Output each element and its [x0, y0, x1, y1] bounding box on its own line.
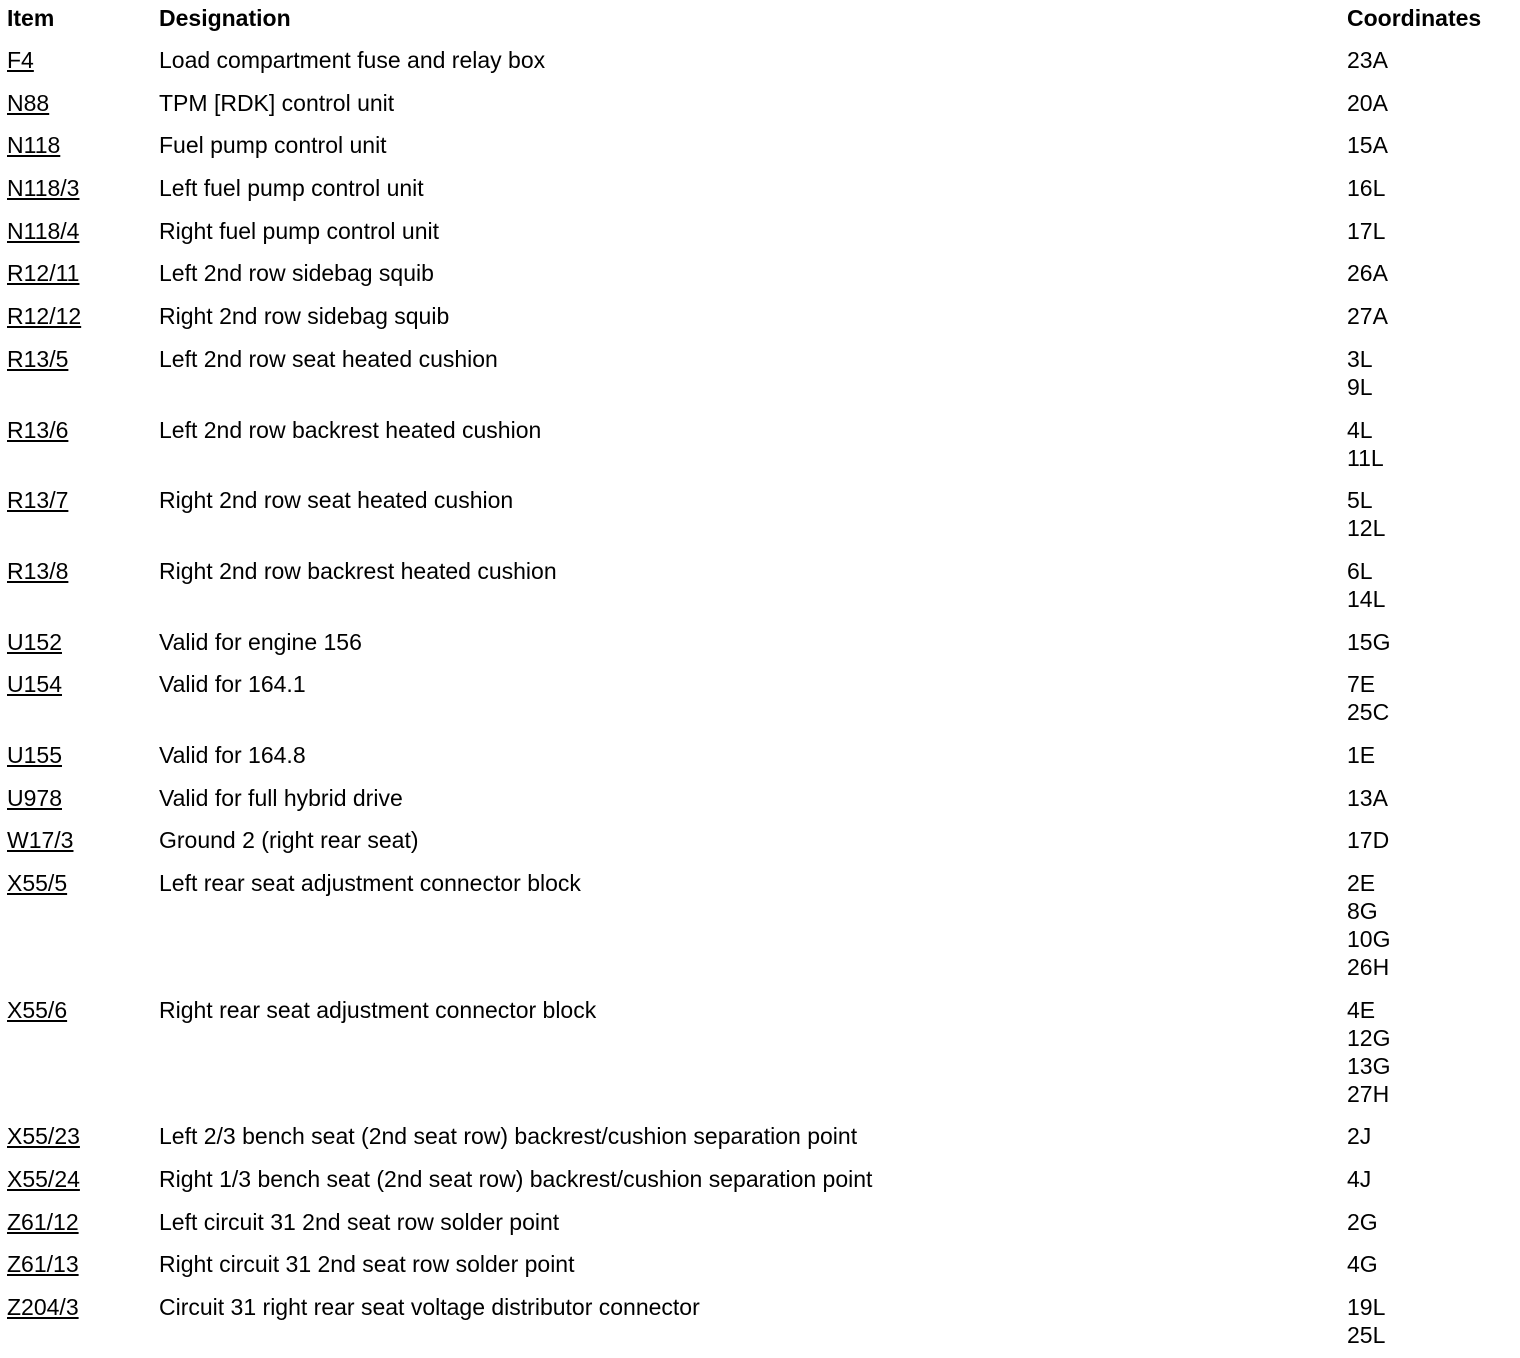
coordinate-value: 2G — [1347, 1208, 1378, 1235]
table-row — [0, 1240, 1520, 1283]
item-link[interactable]: Z61/12 — [7, 1208, 79, 1235]
designation-text: Left 2/3 bench seat (2nd seat row) backrest/cushion separation point — [159, 1123, 858, 1150]
item-link[interactable]: R13/6 — [7, 416, 69, 443]
table-row — [0, 36, 1520, 79]
coordinate-value: 25L — [1347, 1322, 1386, 1349]
item-link[interactable]: U978 — [7, 784, 62, 811]
designation-text: Left circuit 31 2nd seat row solder point — [159, 1208, 560, 1235]
coordinate-value: 16L — [1347, 175, 1386, 202]
coordinates-cell — [1347, 741, 1375, 769]
item-link[interactable]: X55/24 — [7, 1166, 80, 1193]
header-coordinates: Coordinates — [1347, 5, 1482, 31]
table-row — [0, 774, 1520, 817]
table-row — [0, 249, 1520, 292]
coordinates-cell — [1347, 89, 1388, 117]
coordinate-value: 27H — [1347, 1080, 1390, 1107]
designation-text: Left 2nd row seat heated cushion — [159, 345, 498, 372]
table-row — [0, 986, 1520, 1113]
coordinate-value: 26A — [1347, 260, 1388, 287]
item-link[interactable]: R12/12 — [7, 303, 82, 330]
designation-text: Right 1/3 bench seat (2nd seat row) backrest/cushion separation point — [159, 1166, 873, 1193]
item-link[interactable]: R12/11 — [7, 260, 80, 287]
coordinate-value: 7E — [1347, 671, 1376, 698]
table-row — [0, 207, 1520, 250]
designation-text: Circuit 31 right rear seat voltage distributor connector — [159, 1294, 700, 1321]
table-row — [0, 660, 1520, 731]
coordinate-value: 25C — [1347, 699, 1390, 726]
designation-text: Right rear seat adjustment connector block — [159, 996, 597, 1023]
item-link[interactable]: X55/23 — [7, 1123, 80, 1150]
designation-text: Right 2nd row seat heated cushion — [159, 487, 514, 514]
coordinate-value: 15G — [1347, 628, 1391, 655]
coordinate-value: 19L — [1347, 1294, 1386, 1321]
header-item: Item — [7, 5, 55, 31]
item-link[interactable]: U152 — [7, 628, 62, 655]
table-row — [0, 335, 1520, 406]
designation-text: Valid for 164.1 — [159, 671, 306, 698]
item-link[interactable]: F4 — [7, 47, 34, 73]
item-link[interactable]: W17/3 — [7, 827, 74, 854]
coordinate-value: 4J — [1347, 1166, 1372, 1193]
coordinate-value: 14L — [1347, 585, 1386, 612]
coordinates-cell — [1347, 996, 1390, 1108]
designation-text: Load compartment fuse and relay box — [159, 47, 546, 73]
table-row — [0, 164, 1520, 207]
table-row — [0, 1112, 1520, 1155]
coordinate-value: 26H — [1347, 954, 1390, 980]
coordinate-value: 9L — [1347, 373, 1373, 400]
coordinate-value: 2J — [1347, 1123, 1372, 1150]
coordinate-value: 11L — [1347, 444, 1384, 471]
item-link[interactable]: Z204/3 — [7, 1294, 79, 1321]
coordinate-value: 13G — [1347, 1052, 1391, 1079]
coordinates-cell — [1347, 670, 1389, 726]
designation-text: Left fuel pump control unit — [159, 175, 424, 202]
table-row — [0, 547, 1520, 618]
coordinate-value: 20A — [1347, 89, 1388, 116]
item-link[interactable]: Z61/13 — [7, 1251, 79, 1278]
table-row — [0, 79, 1520, 122]
coordinate-value: 12L — [1347, 515, 1386, 542]
coordinate-value: 6L — [1347, 557, 1373, 584]
designation-text: Right 2nd row sidebag squib — [159, 303, 450, 330]
item-link[interactable]: N118/3 — [7, 175, 80, 202]
item-link[interactable]: R13/7 — [7, 487, 69, 514]
designation-text: Right fuel pump control unit — [159, 217, 439, 244]
table-row — [0, 859, 1520, 986]
coordinate-value: 5L — [1347, 487, 1373, 514]
coordinates-cell — [1347, 486, 1385, 542]
coordinates-cell — [1347, 217, 1385, 245]
table-row — [0, 1198, 1520, 1241]
coordinate-value: 15A — [1347, 132, 1388, 159]
header-designation: Designation — [159, 5, 291, 31]
coordinate-value: 8G — [1347, 898, 1378, 924]
table-row — [0, 406, 1520, 477]
coordinates-cell — [1347, 1122, 1371, 1150]
item-link[interactable]: N118/4 — [7, 217, 80, 244]
table-row — [0, 816, 1520, 859]
table-row — [0, 476, 1520, 547]
designation-text: Left 2nd row backrest heated cushion — [159, 416, 542, 443]
coordinates-cell — [1347, 1250, 1378, 1278]
item-link[interactable]: N118 — [7, 132, 61, 159]
coordinates-cell — [1347, 1208, 1378, 1236]
coordinates-cell — [1347, 557, 1385, 613]
coordinate-value: 1E — [1347, 741, 1376, 768]
coordinates-cell — [1347, 345, 1373, 401]
coordinate-value: 13A — [1347, 784, 1388, 811]
coordinate-value: 23A — [1347, 47, 1388, 73]
coordinate-value: 3L — [1347, 345, 1373, 372]
coordinate-value: 4G — [1347, 1251, 1378, 1278]
item-link[interactable]: R13/8 — [7, 557, 69, 584]
coordinate-value: 17L — [1347, 217, 1386, 244]
coordinate-value: 12G — [1347, 1024, 1391, 1051]
designation-text: Left 2nd row sidebag squib — [159, 260, 434, 287]
table-row — [0, 731, 1520, 774]
table-row — [0, 1283, 1520, 1354]
table-row — [0, 292, 1520, 335]
item-link[interactable]: U154 — [7, 671, 62, 698]
designation-text: Right circuit 31 2nd seat row solder point — [159, 1251, 575, 1278]
coordinates-cell — [1347, 784, 1388, 812]
item-link[interactable]: N88 — [7, 89, 50, 116]
coordinates-cell — [1347, 131, 1388, 159]
table-body — [0, 36, 1520, 1354]
coordinate-value: 10G — [1347, 926, 1391, 952]
item-link[interactable]: X55/6 — [7, 996, 68, 1023]
coordinates-cell — [1347, 1293, 1385, 1349]
designation-text: Valid for 164.8 — [159, 741, 306, 768]
coordinate-value: 17D — [1347, 827, 1390, 854]
coordinates-cell — [1347, 628, 1390, 656]
item-link[interactable]: R13/5 — [7, 345, 69, 372]
table-header — [0, 0, 1520, 36]
table-row — [0, 618, 1520, 661]
coordinate-value: 4L — [1347, 416, 1373, 443]
coordinates-cell — [1347, 869, 1390, 981]
coordinates-cell — [1347, 826, 1389, 854]
designation-text: Valid for full hybrid drive — [159, 784, 403, 811]
coordinate-value: 2E — [1347, 870, 1376, 896]
designation-text: Fuel pump control unit — [159, 132, 387, 159]
designation-text: Right 2nd row backrest heated cushion — [159, 557, 557, 584]
item-link[interactable]: X55/5 — [7, 870, 68, 896]
coordinate-value: 27A — [1347, 303, 1388, 330]
coordinates-cell — [1347, 174, 1385, 202]
table-row — [0, 121, 1520, 164]
coordinates-cell — [1347, 1165, 1371, 1193]
coordinates-cell — [1347, 46, 1388, 74]
designation-text: Left rear seat adjustment connector block — [159, 870, 581, 896]
designation-text: TPM [RDK] control unit — [159, 89, 395, 116]
coordinates-cell — [1347, 259, 1388, 287]
coordinates-cell — [1347, 416, 1384, 472]
designation-text: Ground 2 (right rear seat) — [159, 827, 419, 854]
item-link[interactable]: U155 — [7, 741, 62, 768]
coordinate-value: 4E — [1347, 996, 1376, 1023]
table-row — [0, 1155, 1520, 1198]
coordinates-cell — [1347, 302, 1388, 330]
designation-text: Valid for engine 156 — [159, 628, 362, 655]
